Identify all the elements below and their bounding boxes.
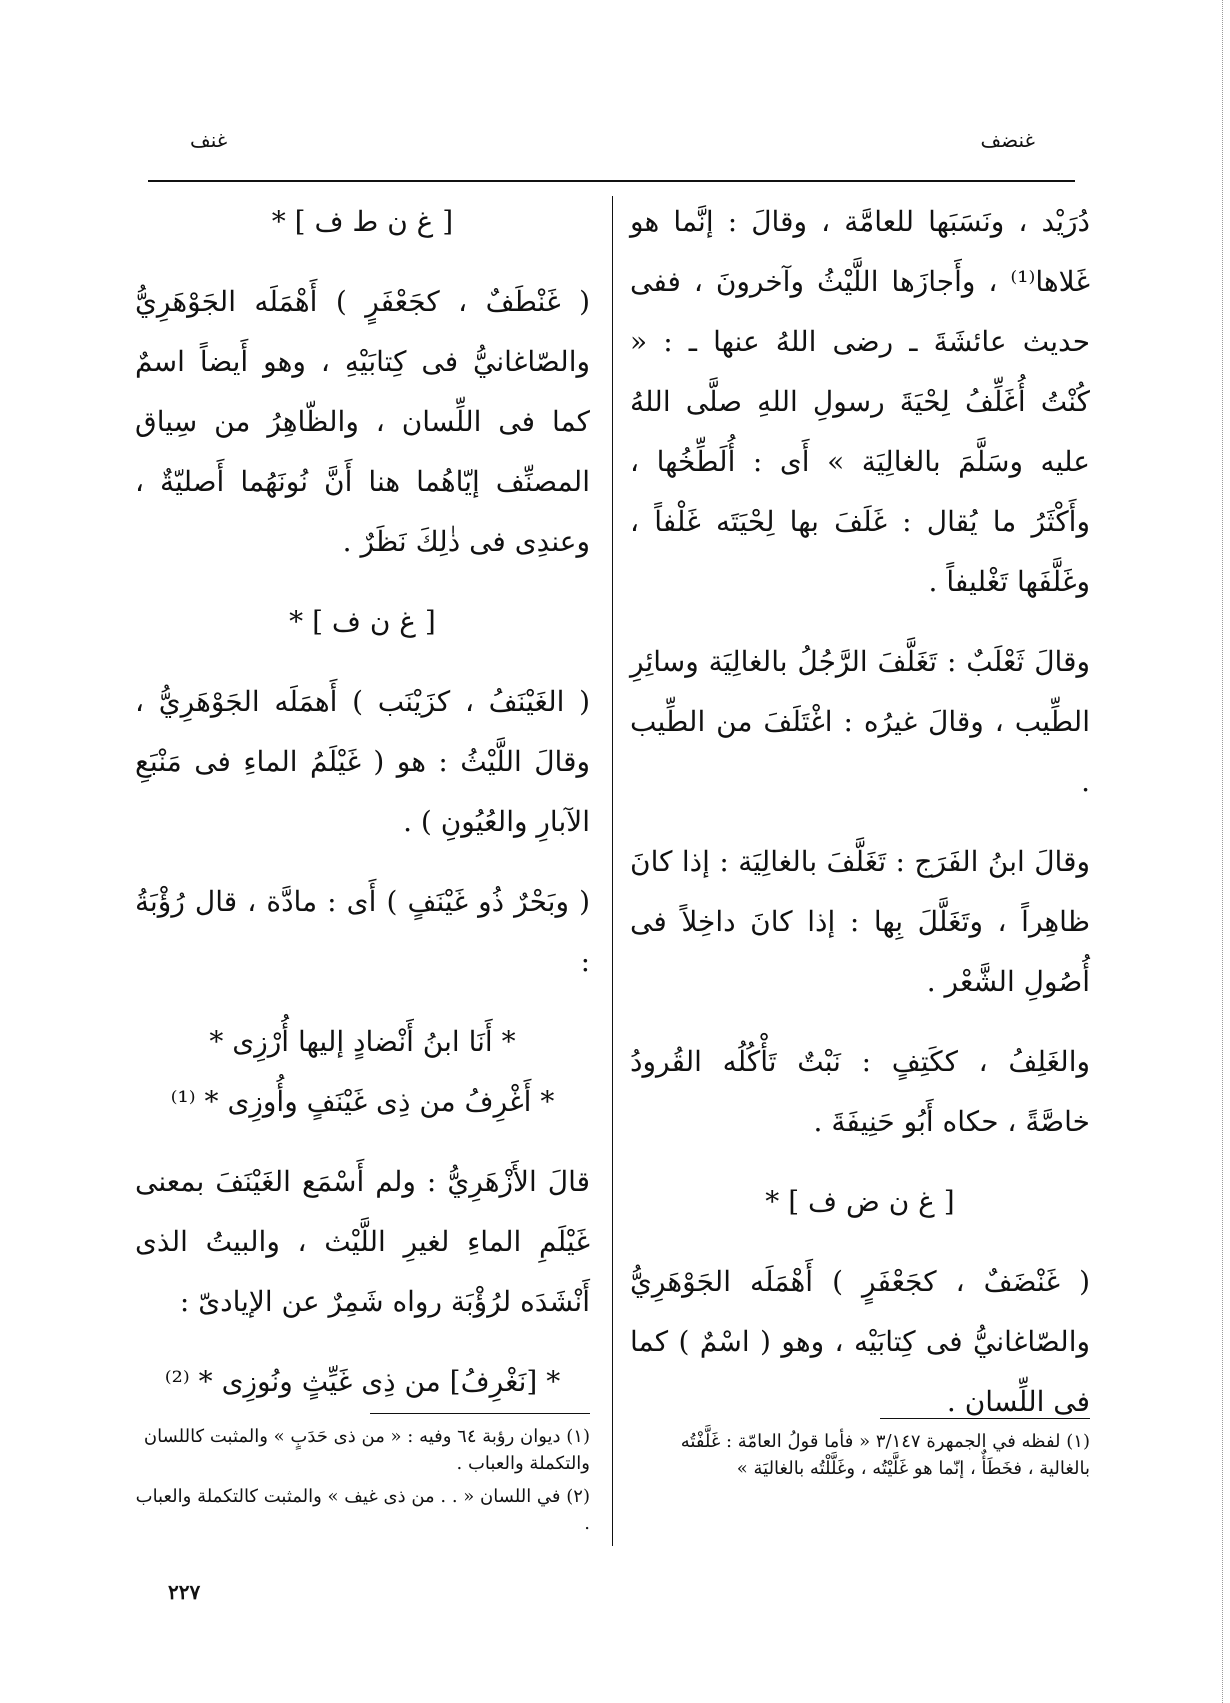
left-section2-paragraph-2: ( وبَحْرٌ ذُو غَيْنَفٍ ) أَى : مادَّة ، قال رُؤْبَةُ : <box>135 885 590 978</box>
right-paragraph-4: والغَلِفُ ، ككَتِفٍ : نَبْتٌ تَأْكُلُه القُرودُ خاصَّةً ، حكاه أَبُو حَنِيفَةَ . <box>630 1045 1090 1138</box>
left-section2-paragraph-1: ( الغَيْنَفُ ، كزَيْنَب ) أَهمَلَه الجَوْهَرِيُّ ، وقالَ اللَّيْثُ : هو ( غَيْلَمُ الماءِ فى مَنْبَعِ الآبارِ والعُيُونِ ) . <box>135 685 590 838</box>
left-footnote-rule <box>370 1413 590 1414</box>
left-verse-3: * [نَغْرِفُ] من ذِى غَيِّثٍ ونُوزِى * ⁽²⁾ <box>164 1365 561 1398</box>
header-right-word: غنضف <box>980 128 1035 152</box>
page-edge <box>1222 0 1223 1703</box>
column-divider <box>612 196 613 1546</box>
left-verse-1: * أَنَا ابنُ أَنْضادٍ إليها أُرْزِى * <box>209 1025 516 1058</box>
left-footnotes <box>135 1423 590 1543</box>
right-section-text: ( غَنْضَفٌ ، كجَعْفَرٍ ) أَهْمَلَه الجَوْهَرِيُّ والصّاغانيُّ فى كِتابَيْه ، وهو ( اسْمٌ ) كما فى اللِّسان . <box>630 1265 1090 1418</box>
left-section2-heading: [ غ ن ف ] * <box>289 605 436 638</box>
left-footnote-2: (٢) في اللسان « . . من ذى غيف » والمثبت كالتكملة والعباب . <box>135 1486 590 1534</box>
left-footnote-1: (١) ديوان رؤبة ٦٤ وفيه : « من ذى حَدَبٍ » والمثبت كاللسان والتكملة والعباب . <box>143 1426 590 1474</box>
right-footnote-1: (١) لفظه في الجمهرة ٣/١٤٧ « فأما قولُ العامّة : غَلَّفْتُه بالغالية ، فخَطَأٌ ، إنّما هو غَلَّيْتُه ، وغَلَّلْتُه بالغاليَة » <box>680 1431 1090 1479</box>
left-column <box>135 192 590 1412</box>
left-section1-heading: [ غ ن ط ف ] * <box>271 205 454 238</box>
left-verse-2: * أَغْرِفُ من ذِى غَيْنَفٍ وأُوزِى * ⁽¹⁾ <box>170 1085 555 1118</box>
right-column <box>630 192 1090 1432</box>
right-paragraph-2: وقالَ ثَعْلَبٌ : تَغَلَّفَ الرَّجُلُ بالغالِيَة وسائِرِ الطِّيب ، وقالَ غيرُه : اغْتَلَفَ من الطِّيب . <box>630 645 1090 798</box>
right-paragraph-1: دُرَيْد ، ونَسَبَها للعامَّة ، وقالَ : إنَّما هو غَلاها⁽¹⁾ ، وأَجازَها اللَّيْثُ وآخرونَ ، ففى حديث عائشَةَ ـ رضى اللهُ عنها ـ : « كُنْتُ أُغَلِّفُ لِحْيَةَ رسولِ اللهِ صلَّى اللهُ عليه وسَلَّمَ بالغالِيَة » أَى : أُلَطِّخُها ، وأَكْثَرُ ما يُقال : غَلَفَ بها لِحْيَتَه غَلْفاً ، وغَلَّفَها تَغْليفاً . <box>630 205 1090 598</box>
right-paragraph-3: وقالَ ابنُ الفَرَج : تَغَلَّفَ بالغالِيَة : إذا كانَ ظاهِراً ، وتَغَلَّلَ بِها : إذا كانَ داخِلاً فى أُصُولِ الشَّعْر . <box>630 845 1090 998</box>
header-rule <box>148 180 1075 182</box>
right-footnotes <box>630 1428 1090 1488</box>
header-left-word: غنف <box>190 128 228 152</box>
right-footnote-rule <box>880 1418 1090 1419</box>
left-section1-text: ( غَنْطَفٌ ، كجَعْفَرٍ ) أَهْمَلَه الجَوْهَرِيُّ والصّاغانيُّ فى كِتابَيْهِ ، وهو أَيضاً اسمٌ كما فى اللِّسان ، والظّاهِرُ من سِياق المصنِّف إيّاهُما هنا أَنَّ نُونَهُما أَصليّةٌ ، وعندِى فى ذٰلِكَ نَظَرٌ . <box>135 285 590 558</box>
right-section-heading: [ غ ن ض ف ] * <box>765 1185 955 1218</box>
left-after-verse: قالَ الأَزْهَرِيُّ : ولم أَسْمَع الغَيْنَفَ بمعنى غَيْلَمِ الماءِ لغيرِ اللَّيْث ، والبيتُ الذى أَنْشَدَه لرُؤْبَة رواه شَمِرٌ عن الإيادىّ : <box>135 1165 590 1318</box>
page-number: ٢٢٧ <box>168 1580 201 1604</box>
